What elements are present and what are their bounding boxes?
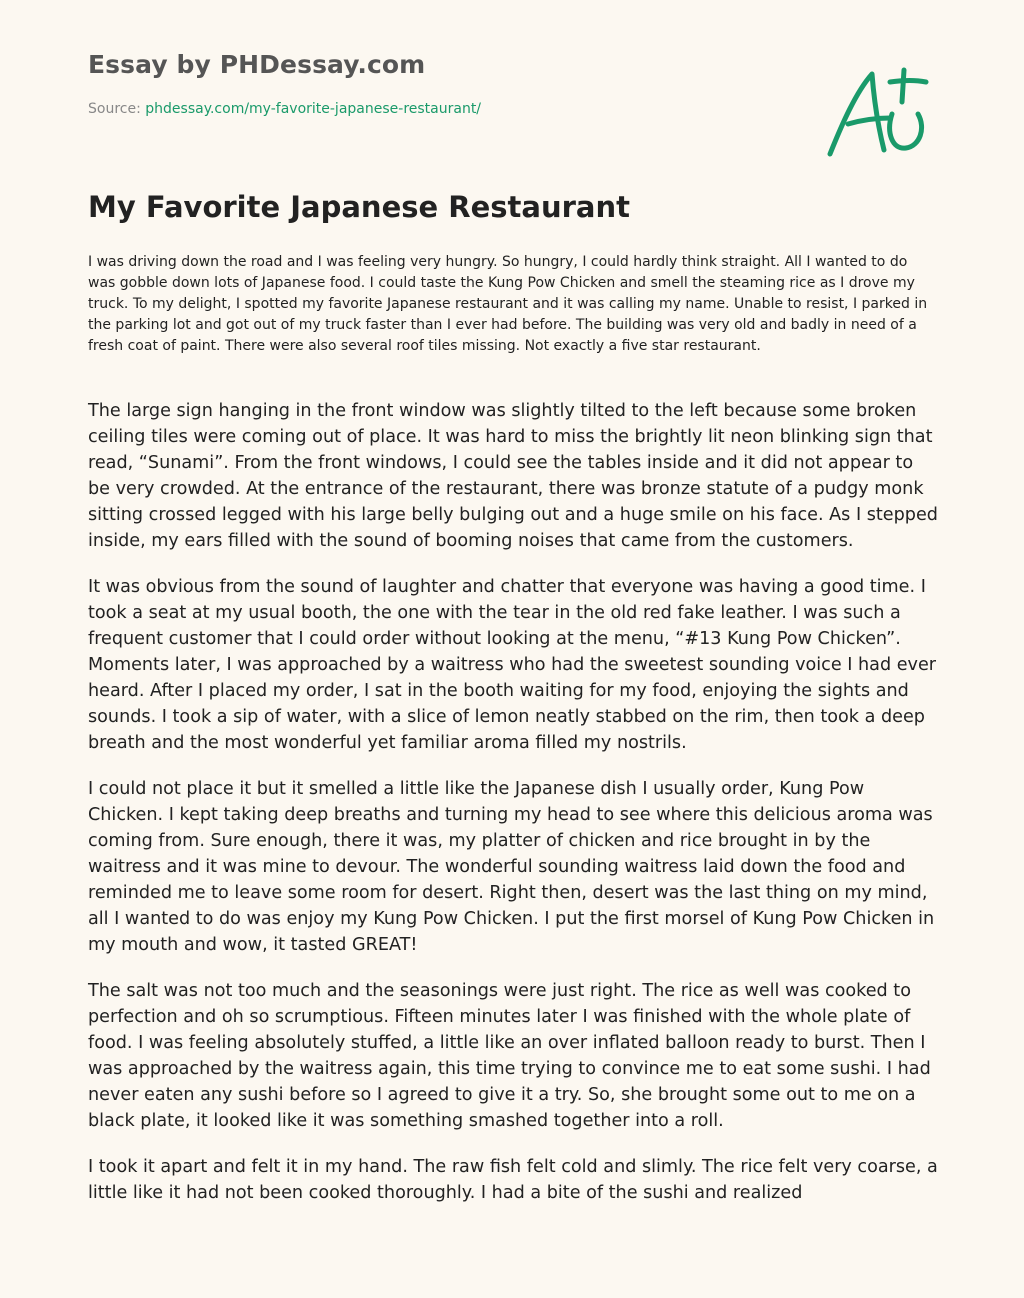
a-plus-logo-icon <box>818 62 938 162</box>
essay-paragraph: I took it apart and felt it in my hand. The raw fish felt cold and slimly. The rice felt very coarse, a little like it had not been cooked thoroughly. I had a bite of the sushi and realized <box>88 1157 938 1203</box>
site-brand: Essay by PHDessay.com <box>88 50 426 79</box>
source-label: Source: <box>88 101 146 117</box>
essay-paragraph: It was obvious from the sound of laughter and chatter that everyone was having a good time. I took a seat at my usual booth, the one with the tear in the old red fake leather. I was such a frequent customer that I could order without looking at the menu, “#13 Kung Pow Chicken”. Moments later, I was approached by a waitress who had the sweetest sounding voice I had ever heard. After I placed my order, I sat in the booth waiting for my food, enjoying the sights and sounds. I took a sip of water, with a slice of lemon neatly stabbed on the rim, then took a deep breath and the most wonderful yet familiar aroma filled my nostrils. <box>88 577 937 753</box>
source-link[interactable]: phdessay.com/my-favorite-japanese-restaurant/ <box>145 101 482 117</box>
essay-paragraph: The salt was not too much and the seasonings were just right. The rice as well was cooked to perfection and oh so scrumptious. Fifteen minutes later I was finished with the whole plate of food. I was feeling absolutely stuffed, a little like an over inflated balloon ready to burst. Then I was approached by the waitress again, this time trying to convince me to eat some sushi. I had never eaten any sushi before so I agreed to give it a try. So, she brought some out to me on a black plate, it looked like it was something smashed together into a roll. <box>88 981 931 1131</box>
source-line <box>88 101 481 117</box>
essay-intro: I was driving down the road and I was feeling very hungry. So hungry, I could hardly think straight. All I wanted to do was gobble down lots of Japanese food. I could taste the Kung Pow Chicken and smell the steaming rice as I drove my truck. To my delight, I spotted my favorite Japanese restaurant and it was calling my name. Unable to resist, I parked in the parking lot and got out of my truck faster than I ever had before. The building was very old and badly in need of a fresh coat of paint. There were also several roof tiles missing. Not exactly a five star restaurant. <box>88 254 928 354</box>
essay-title: My Favorite Japanese Restaurant <box>88 190 630 224</box>
essay-paragraph: The large sign hanging in the front window was slightly tilted to the left because some broken ceiling tiles were coming out of place. It was hard to miss the brightly lit neon blinking sign that read, “Sunami”. From the front windows, I could see the tables inside and it did not appear to be very crowded. At the entrance of the restaurant, there was bronze statute of a pudgy monk sitting crossed legged with his large belly bulging out and a huge smile on his face. As I stepped inside, my ears filled with the sound of booming noises that came from the customers. <box>88 401 938 551</box>
essay-paragraph: I could not place it but it smelled a little like the Japanese dish I usually order, Kung Pow Chicken. I kept taking deep breaths and turning my head to see where this delicious aroma was coming from. Sure enough, there it was, my platter of chicken and rice brought in by the waitress and it was mine to devour. The wonderful sounding waitress laid down the food and reminded me to leave some room for desert. Right then, desert was the last thing on my mind, all I wanted to do was enjoy my Kung Pow Chicken. I put the first morsel of Kung Pow Chicken in my mouth and wow, it tasted GREAT! <box>88 779 935 955</box>
essay-body <box>88 398 938 1226</box>
